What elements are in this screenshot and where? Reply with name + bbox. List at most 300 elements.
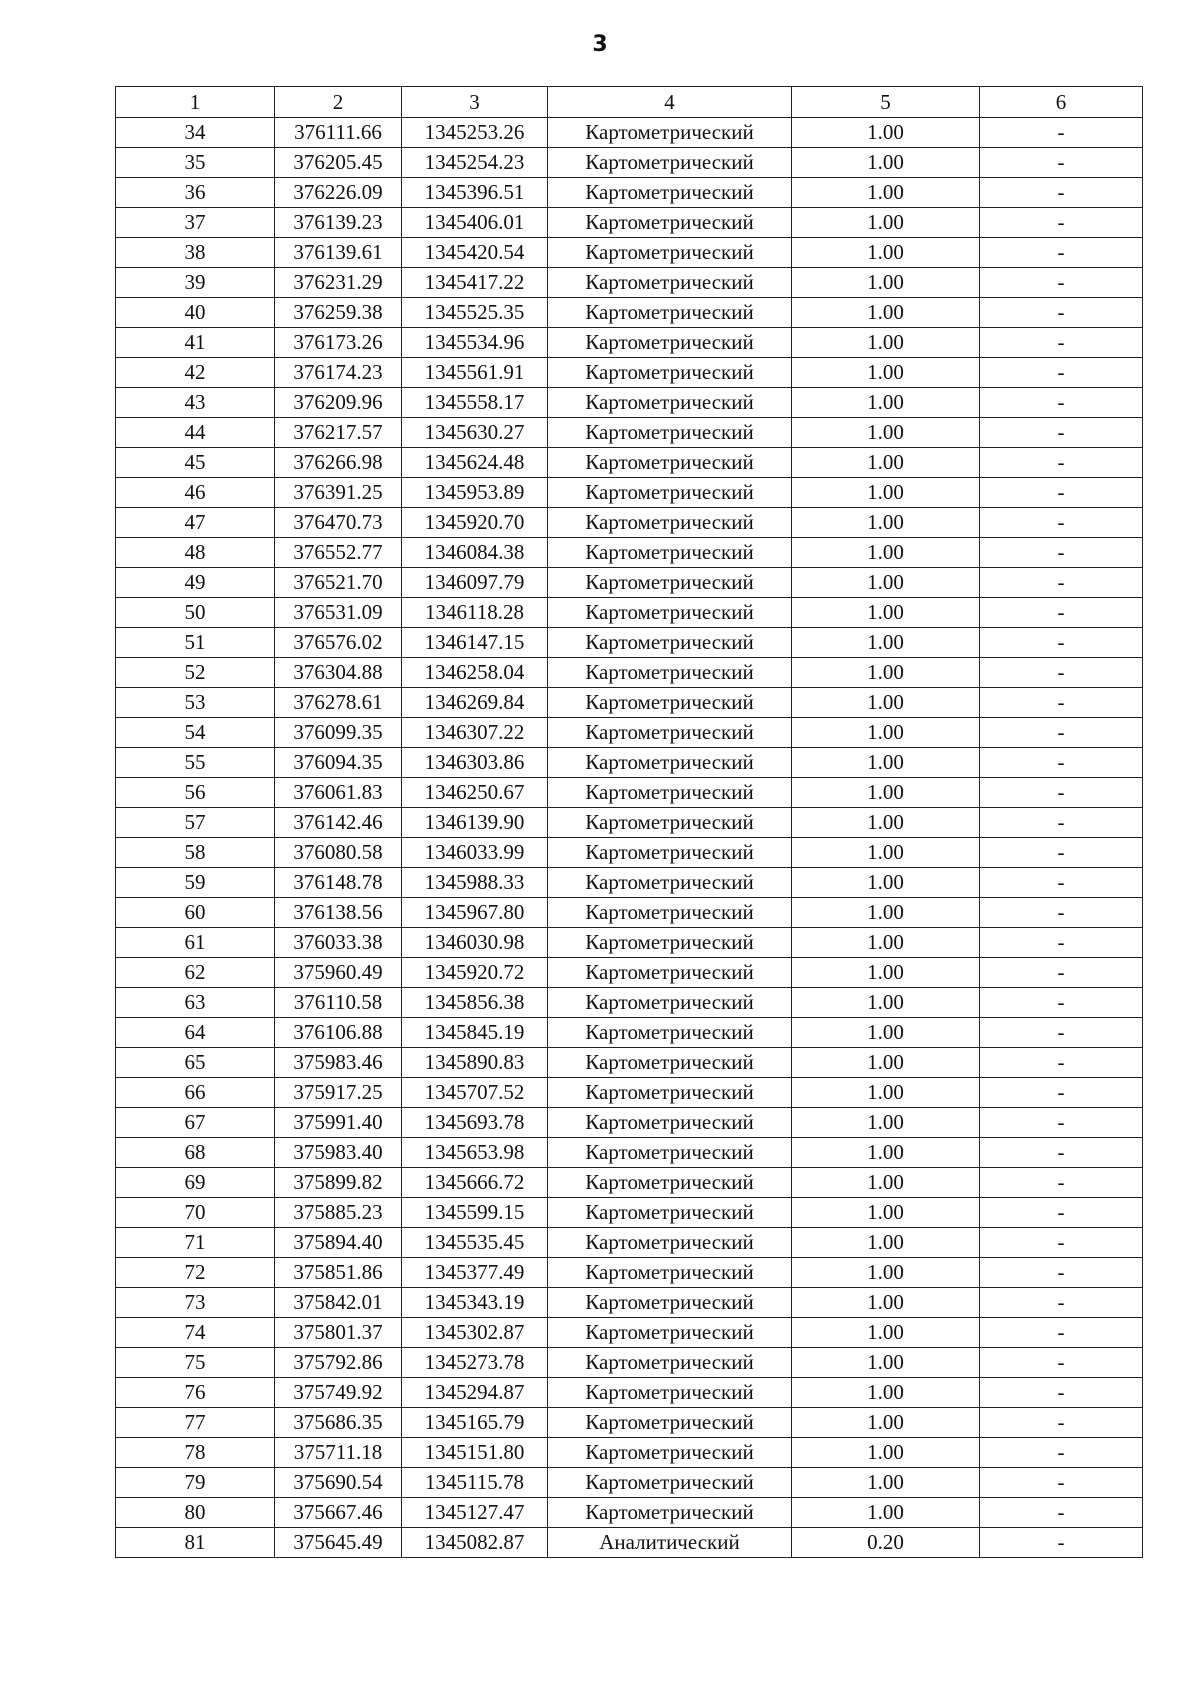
method-cell: Картометрический — [548, 568, 792, 598]
y-coordinate-cell: 1345082.87 — [402, 1528, 548, 1558]
table-row — [116, 808, 1143, 838]
accuracy-cell: 1.00 — [792, 358, 980, 388]
x-coordinate-cell: 375983.40 — [275, 1138, 402, 1168]
x-coordinate-cell: 375690.54 — [275, 1468, 402, 1498]
x-coordinate-cell: 376111.66 — [275, 118, 402, 148]
method-cell: Картометрический — [548, 418, 792, 448]
y-coordinate-cell: 1345534.96 — [402, 328, 548, 358]
y-coordinate-cell: 1346250.67 — [402, 778, 548, 808]
method-cell: Картометрический — [548, 208, 792, 238]
point-number-cell: 56 — [116, 778, 275, 808]
note-cell: - — [980, 988, 1143, 1018]
table-row — [116, 988, 1143, 1018]
note-cell: - — [980, 598, 1143, 628]
header-cell-3: 3 — [402, 87, 548, 118]
table-row — [116, 208, 1143, 238]
accuracy-cell: 1.00 — [792, 1318, 980, 1348]
x-coordinate-cell: 375917.25 — [275, 1078, 402, 1108]
header-cell-6: 6 — [980, 87, 1143, 118]
point-number-cell: 41 — [116, 328, 275, 358]
method-cell: Картометрический — [548, 898, 792, 928]
y-coordinate-cell: 1345561.91 — [402, 358, 548, 388]
method-cell: Картометрический — [548, 658, 792, 688]
y-coordinate-cell: 1345396.51 — [402, 178, 548, 208]
note-cell: - — [980, 1288, 1143, 1318]
note-cell: - — [980, 628, 1143, 658]
accuracy-cell: 1.00 — [792, 1498, 980, 1528]
table-row — [116, 838, 1143, 868]
point-number-cell: 72 — [116, 1258, 275, 1288]
note-cell: - — [980, 238, 1143, 268]
accuracy-cell: 1.00 — [792, 1348, 980, 1378]
table-row — [116, 778, 1143, 808]
note-cell: - — [980, 1078, 1143, 1108]
method-cell: Картометрический — [548, 868, 792, 898]
note-cell: - — [980, 1408, 1143, 1438]
x-coordinate-cell: 375667.46 — [275, 1498, 402, 1528]
table-row — [116, 958, 1143, 988]
table-row — [116, 1438, 1143, 1468]
point-number-cell: 81 — [116, 1528, 275, 1558]
method-cell: Картометрический — [548, 1168, 792, 1198]
point-number-cell: 34 — [116, 118, 275, 148]
y-coordinate-cell: 1346097.79 — [402, 568, 548, 598]
x-coordinate-cell: 376278.61 — [275, 688, 402, 718]
header-row — [116, 87, 1143, 118]
method-cell: Картометрический — [548, 448, 792, 478]
note-cell: - — [980, 808, 1143, 838]
x-coordinate-cell: 375894.40 — [275, 1228, 402, 1258]
note-cell: - — [980, 328, 1143, 358]
y-coordinate-cell: 1345151.80 — [402, 1438, 548, 1468]
note-cell: - — [980, 568, 1143, 598]
table-row — [116, 1138, 1143, 1168]
x-coordinate-cell: 376217.57 — [275, 418, 402, 448]
y-coordinate-cell: 1346147.15 — [402, 628, 548, 658]
y-coordinate-cell: 1345558.17 — [402, 388, 548, 418]
table-row — [116, 178, 1143, 208]
header-cell-5: 5 — [792, 87, 980, 118]
accuracy-cell: 1.00 — [792, 1258, 980, 1288]
method-cell: Картометрический — [548, 148, 792, 178]
page-number: 3 — [592, 32, 608, 57]
y-coordinate-cell: 1345115.78 — [402, 1468, 548, 1498]
method-cell: Картометрический — [548, 808, 792, 838]
method-cell: Картометрический — [548, 598, 792, 628]
y-coordinate-cell: 1345653.98 — [402, 1138, 548, 1168]
method-cell: Картометрический — [548, 688, 792, 718]
method-cell: Картометрический — [548, 1258, 792, 1288]
accuracy-cell: 1.00 — [792, 208, 980, 238]
y-coordinate-cell: 1345707.52 — [402, 1078, 548, 1108]
y-coordinate-cell: 1346303.86 — [402, 748, 548, 778]
accuracy-cell: 1.00 — [792, 148, 980, 178]
point-number-cell: 35 — [116, 148, 275, 178]
note-cell: - — [980, 1378, 1143, 1408]
y-coordinate-cell: 1345127.47 — [402, 1498, 548, 1528]
x-coordinate-cell: 375983.46 — [275, 1048, 402, 1078]
table-row — [116, 898, 1143, 928]
table-row — [116, 868, 1143, 898]
point-number-cell: 60 — [116, 898, 275, 928]
note-cell: - — [980, 1138, 1143, 1168]
y-coordinate-cell: 1346258.04 — [402, 658, 548, 688]
x-coordinate-cell: 376139.23 — [275, 208, 402, 238]
method-cell: Картометрический — [548, 508, 792, 538]
table-row — [116, 1258, 1143, 1288]
point-number-cell: 69 — [116, 1168, 275, 1198]
x-coordinate-cell: 376521.70 — [275, 568, 402, 598]
table-row — [116, 1408, 1143, 1438]
accuracy-cell: 1.00 — [792, 1288, 980, 1318]
x-coordinate-cell: 376470.73 — [275, 508, 402, 538]
y-coordinate-cell: 1345417.22 — [402, 268, 548, 298]
note-cell: - — [980, 1318, 1143, 1348]
x-coordinate-cell: 376552.77 — [275, 538, 402, 568]
method-cell: Картометрический — [548, 358, 792, 388]
accuracy-cell: 1.00 — [792, 1018, 980, 1048]
y-coordinate-cell: 1345666.72 — [402, 1168, 548, 1198]
point-number-cell: 52 — [116, 658, 275, 688]
accuracy-cell: 1.00 — [792, 538, 980, 568]
note-cell: - — [980, 958, 1143, 988]
method-cell: Картометрический — [548, 1198, 792, 1228]
y-coordinate-cell: 1345254.23 — [402, 148, 548, 178]
y-coordinate-cell: 1345302.87 — [402, 1318, 548, 1348]
point-number-cell: 73 — [116, 1288, 275, 1318]
note-cell: - — [980, 868, 1143, 898]
x-coordinate-cell: 375749.92 — [275, 1378, 402, 1408]
x-coordinate-cell: 375851.86 — [275, 1258, 402, 1288]
note-cell: - — [980, 208, 1143, 238]
method-cell: Картометрический — [548, 178, 792, 208]
x-coordinate-cell: 375686.35 — [275, 1408, 402, 1438]
point-number-cell: 57 — [116, 808, 275, 838]
y-coordinate-cell: 1346307.22 — [402, 718, 548, 748]
method-cell: Картометрический — [548, 838, 792, 868]
y-coordinate-cell: 1345845.19 — [402, 1018, 548, 1048]
note-cell: - — [980, 448, 1143, 478]
table-row — [116, 1198, 1143, 1228]
note-cell: - — [980, 1108, 1143, 1138]
y-coordinate-cell: 1346118.28 — [402, 598, 548, 628]
point-number-cell: 65 — [116, 1048, 275, 1078]
accuracy-cell: 1.00 — [792, 238, 980, 268]
table-row — [116, 718, 1143, 748]
accuracy-cell: 1.00 — [792, 1078, 980, 1108]
accuracy-cell: 1.00 — [792, 448, 980, 478]
note-cell: - — [980, 1018, 1143, 1048]
method-cell: Картометрический — [548, 328, 792, 358]
y-coordinate-cell: 1345406.01 — [402, 208, 548, 238]
method-cell: Картометрический — [548, 718, 792, 748]
x-coordinate-cell: 375792.86 — [275, 1348, 402, 1378]
point-number-cell: 66 — [116, 1078, 275, 1108]
y-coordinate-cell: 1346139.90 — [402, 808, 548, 838]
point-number-cell: 55 — [116, 748, 275, 778]
point-number-cell: 76 — [116, 1378, 275, 1408]
method-cell: Аналитический — [548, 1528, 792, 1558]
note-cell: - — [980, 148, 1143, 178]
table-row — [116, 1498, 1143, 1528]
x-coordinate-cell: 376106.88 — [275, 1018, 402, 1048]
method-cell: Картометрический — [548, 1138, 792, 1168]
point-number-cell: 79 — [116, 1468, 275, 1498]
note-cell: - — [980, 478, 1143, 508]
point-number-cell: 70 — [116, 1198, 275, 1228]
header-cell-4: 4 — [548, 87, 792, 118]
note-cell: - — [980, 1528, 1143, 1558]
point-number-cell: 48 — [116, 538, 275, 568]
y-coordinate-cell: 1345253.26 — [402, 118, 548, 148]
y-coordinate-cell: 1345920.70 — [402, 508, 548, 538]
method-cell: Картометрический — [548, 1228, 792, 1258]
point-number-cell: 44 — [116, 418, 275, 448]
table-row — [116, 1348, 1143, 1378]
method-cell: Картометрический — [548, 268, 792, 298]
x-coordinate-cell: 375885.23 — [275, 1198, 402, 1228]
accuracy-cell: 1.00 — [792, 598, 980, 628]
method-cell: Картометрический — [548, 988, 792, 1018]
accuracy-cell: 0.20 — [792, 1528, 980, 1558]
accuracy-cell: 1.00 — [792, 658, 980, 688]
point-number-cell: 45 — [116, 448, 275, 478]
table-row — [116, 508, 1143, 538]
accuracy-cell: 1.00 — [792, 988, 980, 1018]
method-cell: Картометрический — [548, 118, 792, 148]
table-row — [116, 1318, 1143, 1348]
point-number-cell: 49 — [116, 568, 275, 598]
point-number-cell: 36 — [116, 178, 275, 208]
x-coordinate-cell: 376173.26 — [275, 328, 402, 358]
accuracy-cell: 1.00 — [792, 748, 980, 778]
table-row — [116, 388, 1143, 418]
point-number-cell: 71 — [116, 1228, 275, 1258]
point-number-cell: 42 — [116, 358, 275, 388]
y-coordinate-cell: 1345630.27 — [402, 418, 548, 448]
note-cell: - — [980, 1198, 1143, 1228]
y-coordinate-cell: 1345535.45 — [402, 1228, 548, 1258]
y-coordinate-cell: 1345693.78 — [402, 1108, 548, 1138]
method-cell: Картометрический — [548, 1468, 792, 1498]
x-coordinate-cell: 376148.78 — [275, 868, 402, 898]
point-number-cell: 58 — [116, 838, 275, 868]
x-coordinate-cell: 375991.40 — [275, 1108, 402, 1138]
table-row — [116, 628, 1143, 658]
y-coordinate-cell: 1345988.33 — [402, 868, 548, 898]
table-row — [116, 1378, 1143, 1408]
accuracy-cell: 1.00 — [792, 928, 980, 958]
accuracy-cell: 1.00 — [792, 568, 980, 598]
note-cell: - — [980, 388, 1143, 418]
method-cell: Картометрический — [548, 778, 792, 808]
table-row — [116, 1108, 1143, 1138]
note-cell: - — [980, 1348, 1143, 1378]
point-number-cell: 47 — [116, 508, 275, 538]
coordinates-table — [115, 86, 1143, 1558]
method-cell: Картометрический — [548, 928, 792, 958]
x-coordinate-cell: 376209.96 — [275, 388, 402, 418]
x-coordinate-cell: 376391.25 — [275, 478, 402, 508]
note-cell: - — [980, 178, 1143, 208]
table-header — [116, 87, 1143, 118]
point-number-cell: 37 — [116, 208, 275, 238]
method-cell: Картометрический — [548, 538, 792, 568]
accuracy-cell: 1.00 — [792, 958, 980, 988]
note-cell: - — [980, 508, 1143, 538]
method-cell: Картометрический — [548, 388, 792, 418]
point-number-cell: 67 — [116, 1108, 275, 1138]
method-cell: Картометрический — [548, 1438, 792, 1468]
point-number-cell: 75 — [116, 1348, 275, 1378]
x-coordinate-cell: 375899.82 — [275, 1168, 402, 1198]
x-coordinate-cell: 376576.02 — [275, 628, 402, 658]
table-row — [116, 598, 1143, 628]
accuracy-cell: 1.00 — [792, 1228, 980, 1258]
accuracy-cell: 1.00 — [792, 478, 980, 508]
point-number-cell: 39 — [116, 268, 275, 298]
accuracy-cell: 1.00 — [792, 628, 980, 658]
point-number-cell: 68 — [116, 1138, 275, 1168]
note-cell: - — [980, 298, 1143, 328]
point-number-cell: 51 — [116, 628, 275, 658]
note-cell: - — [980, 1438, 1143, 1468]
method-cell: Картометрический — [548, 1048, 792, 1078]
x-coordinate-cell: 376110.58 — [275, 988, 402, 1018]
y-coordinate-cell: 1345856.38 — [402, 988, 548, 1018]
x-coordinate-cell: 375960.49 — [275, 958, 402, 988]
table-row — [116, 268, 1143, 298]
accuracy-cell: 1.00 — [792, 418, 980, 448]
note-cell: - — [980, 778, 1143, 808]
table-row — [116, 118, 1143, 148]
y-coordinate-cell: 1345920.72 — [402, 958, 548, 988]
table-row — [116, 358, 1143, 388]
method-cell: Картометрический — [548, 1288, 792, 1318]
x-coordinate-cell: 376231.29 — [275, 268, 402, 298]
x-coordinate-cell: 375801.37 — [275, 1318, 402, 1348]
table-row — [116, 448, 1143, 478]
table-row — [116, 1468, 1143, 1498]
x-coordinate-cell: 376033.38 — [275, 928, 402, 958]
accuracy-cell: 1.00 — [792, 688, 980, 718]
accuracy-cell: 1.00 — [792, 1378, 980, 1408]
method-cell: Картометрический — [548, 1018, 792, 1048]
accuracy-cell: 1.00 — [792, 1198, 980, 1228]
method-cell: Картометрический — [548, 1318, 792, 1348]
accuracy-cell: 1.00 — [792, 1438, 980, 1468]
y-coordinate-cell: 1345420.54 — [402, 238, 548, 268]
table-row — [116, 238, 1143, 268]
x-coordinate-cell: 376174.23 — [275, 358, 402, 388]
method-cell: Картометрический — [548, 1408, 792, 1438]
point-number-cell: 59 — [116, 868, 275, 898]
accuracy-cell: 1.00 — [792, 1408, 980, 1438]
x-coordinate-cell: 376099.35 — [275, 718, 402, 748]
table-row — [116, 568, 1143, 598]
x-coordinate-cell: 376304.88 — [275, 658, 402, 688]
note-cell: - — [980, 658, 1143, 688]
table-row — [116, 1048, 1143, 1078]
note-cell: - — [980, 418, 1143, 448]
point-number-cell: 53 — [116, 688, 275, 718]
y-coordinate-cell: 1345165.79 — [402, 1408, 548, 1438]
point-number-cell: 64 — [116, 1018, 275, 1048]
note-cell: - — [980, 1048, 1143, 1078]
note-cell: - — [980, 838, 1143, 868]
table-row — [116, 298, 1143, 328]
accuracy-cell: 1.00 — [792, 328, 980, 358]
y-coordinate-cell: 1346033.99 — [402, 838, 548, 868]
point-number-cell: 61 — [116, 928, 275, 958]
note-cell: - — [980, 538, 1143, 568]
y-coordinate-cell: 1345599.15 — [402, 1198, 548, 1228]
accuracy-cell: 1.00 — [792, 508, 980, 538]
y-coordinate-cell: 1345525.35 — [402, 298, 548, 328]
table-row — [116, 748, 1143, 778]
method-cell: Картометрический — [548, 748, 792, 778]
method-cell: Картометрический — [548, 1498, 792, 1528]
method-cell: Картометрический — [548, 298, 792, 328]
accuracy-cell: 1.00 — [792, 388, 980, 418]
point-number-cell: 80 — [116, 1498, 275, 1528]
note-cell: - — [980, 1498, 1143, 1528]
y-coordinate-cell: 1345343.19 — [402, 1288, 548, 1318]
y-coordinate-cell: 1345294.87 — [402, 1378, 548, 1408]
table-row — [116, 1288, 1143, 1318]
table-row — [116, 658, 1143, 688]
table-row — [116, 1018, 1143, 1048]
accuracy-cell: 1.00 — [792, 178, 980, 208]
method-cell: Картометрический — [548, 1078, 792, 1108]
accuracy-cell: 1.00 — [792, 808, 980, 838]
point-number-cell: 62 — [116, 958, 275, 988]
table-row — [116, 1228, 1143, 1258]
table-row — [116, 418, 1143, 448]
accuracy-cell: 1.00 — [792, 838, 980, 868]
note-cell: - — [980, 268, 1143, 298]
x-coordinate-cell: 376094.35 — [275, 748, 402, 778]
y-coordinate-cell: 1346030.98 — [402, 928, 548, 958]
note-cell: - — [980, 1168, 1143, 1198]
point-number-cell: 74 — [116, 1318, 275, 1348]
table-row — [116, 478, 1143, 508]
accuracy-cell: 1.00 — [792, 1048, 980, 1078]
table-row — [116, 1528, 1143, 1558]
point-number-cell: 54 — [116, 718, 275, 748]
point-number-cell: 46 — [116, 478, 275, 508]
method-cell: Картометрический — [548, 628, 792, 658]
table-row — [116, 538, 1143, 568]
x-coordinate-cell: 376226.09 — [275, 178, 402, 208]
accuracy-cell: 1.00 — [792, 1468, 980, 1498]
x-coordinate-cell: 376266.98 — [275, 448, 402, 478]
method-cell: Картометрический — [548, 238, 792, 268]
y-coordinate-cell: 1345890.83 — [402, 1048, 548, 1078]
point-number-cell: 78 — [116, 1438, 275, 1468]
y-coordinate-cell: 1345967.80 — [402, 898, 548, 928]
accuracy-cell: 1.00 — [792, 118, 980, 148]
note-cell: - — [980, 1468, 1143, 1498]
x-coordinate-cell: 375645.49 — [275, 1528, 402, 1558]
note-cell: - — [980, 748, 1143, 778]
accuracy-cell: 1.00 — [792, 268, 980, 298]
x-coordinate-cell: 376080.58 — [275, 838, 402, 868]
point-number-cell: 38 — [116, 238, 275, 268]
method-cell: Картометрический — [548, 958, 792, 988]
note-cell: - — [980, 358, 1143, 388]
accuracy-cell: 1.00 — [792, 298, 980, 328]
